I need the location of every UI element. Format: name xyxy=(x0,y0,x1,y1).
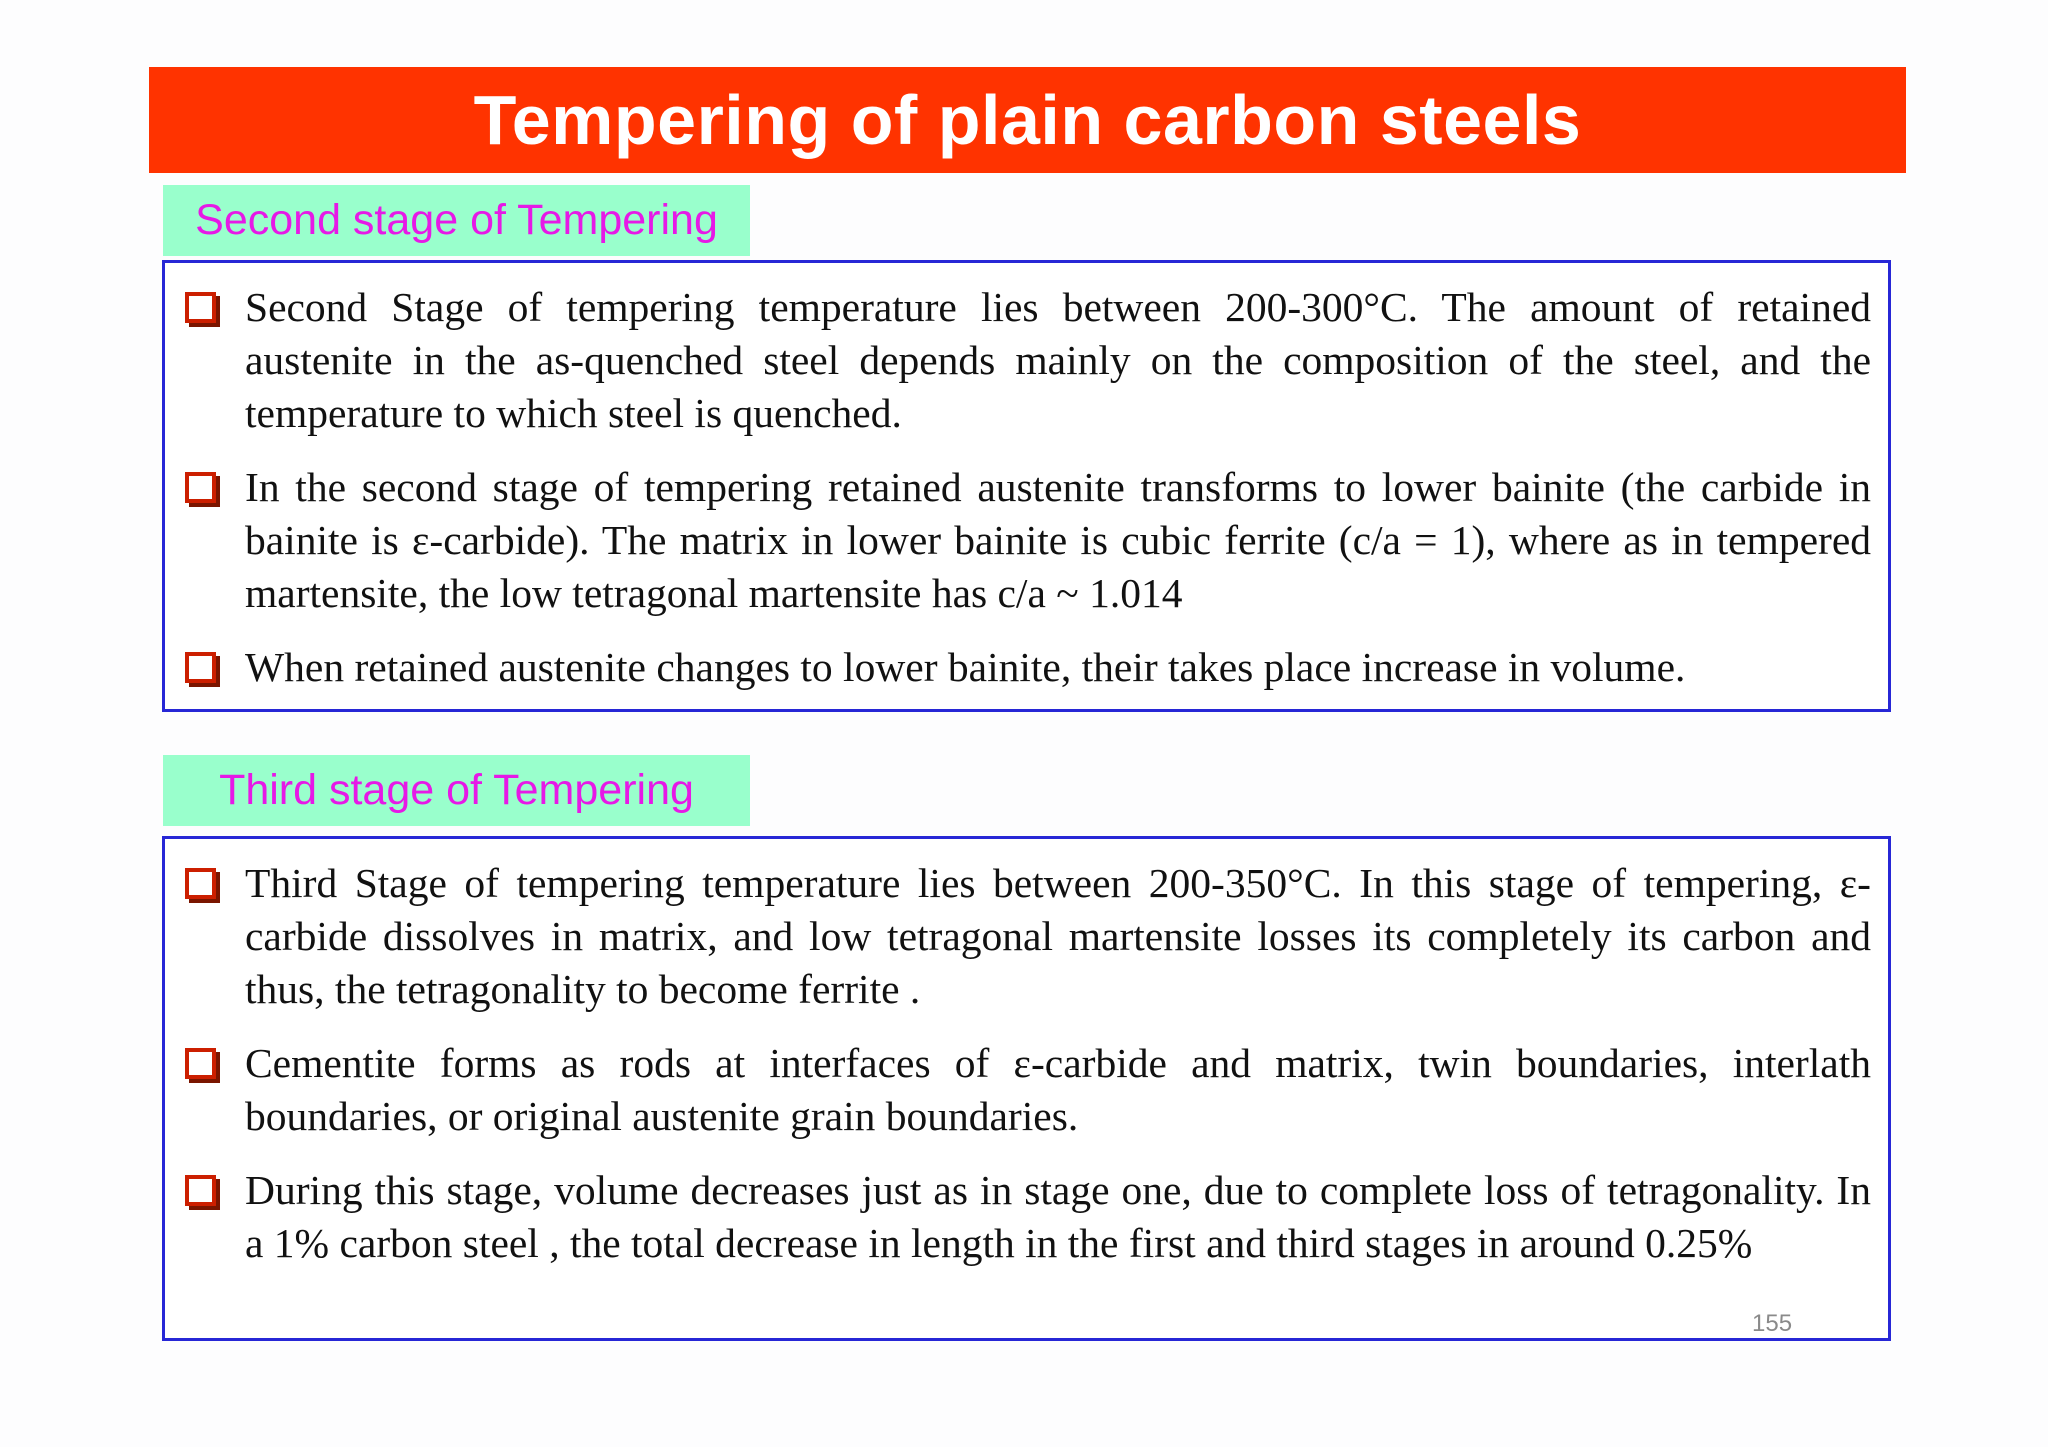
bullet-text: Cementite forms as rods at interfaces of ε-carbide and matrix, twin boundaries, interlath boundaries, or original austenite grain boundaries. xyxy=(245,1040,1871,1139)
bullet-item xyxy=(185,1037,1871,1143)
bullet-text: Second Stage of tempering temperature lies between 200-300°C. The amount of retained austenite in the as-quenched steel depends mainly on the composition of the steel, and the temperature to which steel is quenched. xyxy=(245,284,1871,436)
bullet-text: In the second stage of tempering retained austenite transforms to lower bainite (the carbide in bainite is ε-carbide). The matrix in lower bainite is cubic ferrite (c/a = 1), where as in tempered martensite, the low tetragonal martensite has c/a ~ 1.014 xyxy=(245,464,1871,616)
hollow-square-bullet-icon xyxy=(185,472,216,503)
title-bar xyxy=(149,67,1906,173)
hollow-square-bullet-icon xyxy=(185,1175,216,1206)
bullet-item xyxy=(185,857,1871,1016)
bullet-item xyxy=(185,281,1871,440)
slide-title: Tempering of plain carbon steels xyxy=(473,81,1582,159)
bullet-item xyxy=(185,641,1871,694)
hollow-square-bullet-icon xyxy=(185,1048,216,1079)
page-number: 155 xyxy=(1752,1310,1793,1337)
hollow-square-bullet-icon xyxy=(185,292,216,323)
bullet-item xyxy=(185,1164,1871,1270)
bullet-text: When retained austenite changes to lower bainite, their takes place increase in volume. xyxy=(245,644,1686,690)
bullet-text: During this stage, volume decreases just as in stage one, due to complete loss of tetragonality. In a 1% carbon steel , the total decrease in length in the first and third stages in around 0.25% xyxy=(245,1167,1871,1266)
content-box-third-stage xyxy=(162,836,1891,1341)
content-box-second-stage xyxy=(162,260,1891,712)
hollow-square-bullet-icon xyxy=(185,868,216,899)
bullet-text: Third Stage of tempering temperature lies between 200-350°C. In this stage of tempering, ε-carbide dissolves in matrix, and low tetragonal martensite losses its completely its carbon and thus, the tetragonality to become ferrite . xyxy=(245,860,1871,1012)
bullet-item xyxy=(185,461,1871,620)
hollow-square-bullet-icon xyxy=(185,652,216,683)
section-label-second-stage: Second stage of Tempering xyxy=(163,185,750,256)
section-label-third-stage: Third stage of Tempering xyxy=(163,755,750,826)
